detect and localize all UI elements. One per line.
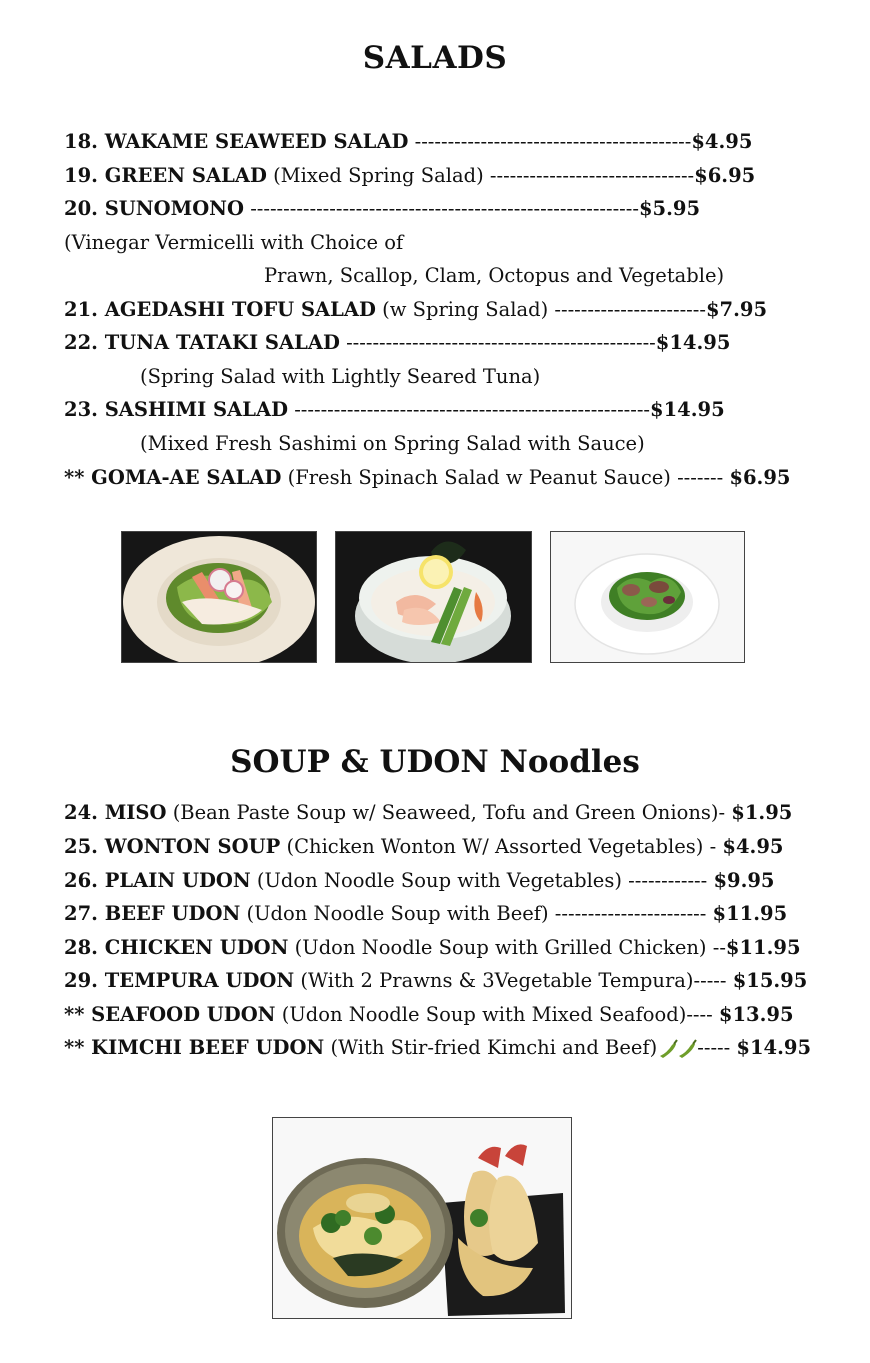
item-name: 24. MISO xyxy=(64,801,167,824)
item-name: ** GOMA-AE SALAD xyxy=(64,466,282,489)
item-name: 25. WONTON SOUP xyxy=(64,835,281,858)
leader-dashes: ----- xyxy=(697,1036,737,1059)
item-price: $15.95 xyxy=(732,969,808,992)
item-price: $11.95 xyxy=(712,902,788,925)
item-price: $14.95 xyxy=(650,398,725,421)
item-price: $6.95 xyxy=(694,164,756,187)
item-name: 23. SASHIMI SALAD xyxy=(64,398,289,421)
item-name: 22. TUNA TATAKI SALAD xyxy=(64,331,340,354)
menu-item xyxy=(64,969,807,993)
item-name: 20. SUNOMONO xyxy=(64,197,244,220)
item-name: ** KIMCHI BEEF UDON xyxy=(64,1036,325,1059)
menu-item xyxy=(64,902,787,926)
menu-item xyxy=(64,1036,811,1060)
leader-dashes: ------- xyxy=(677,466,730,489)
item-note: (Vinegar Vermicelli with Choice of xyxy=(64,231,404,254)
item-name: ** SEAFOOD UDON xyxy=(64,1003,276,1026)
item-price: $5.95 xyxy=(638,197,701,220)
item-price: $14.95 xyxy=(655,331,731,354)
leader-dashes: ------------------------------------------ xyxy=(408,130,692,153)
menu-item xyxy=(64,298,767,322)
tuna-tataki-salad-photo xyxy=(550,531,745,663)
item-description: (Udon Noodle Soup with Mixed Seafood) xyxy=(275,1003,687,1026)
item-description: (w Spring Salad) xyxy=(375,298,555,321)
item-note: Prawn, Scallop, Clam, Octopus and Vegetable) xyxy=(264,264,725,287)
menu-item xyxy=(64,130,752,154)
leader-dashes: ------------------------------- xyxy=(489,164,695,187)
menu-item xyxy=(64,869,775,893)
item-description: (Bean Paste Soup w/ Seaweed, Tofu and Green Onions)- xyxy=(166,801,732,824)
item-name: 29. TEMPURA UDON xyxy=(64,969,295,992)
item-description: (Udon Noodle Soup with Beef) xyxy=(240,902,555,925)
menu-item xyxy=(64,801,792,825)
item-name: 26. PLAIN UDON xyxy=(64,869,251,892)
leader-dashes: ----------------------------------------------- xyxy=(339,331,656,354)
item-description: (With 2 Prawns & 3Vegetable Tempura) xyxy=(294,969,694,992)
menu-item xyxy=(64,936,801,960)
item-price: $7.95 xyxy=(705,298,768,321)
item-note: (Spring Salad with Lightly Seared Tuna) xyxy=(140,365,541,388)
leader-dashes: ------------------------------------------------------ xyxy=(288,398,651,421)
item-description: (Fresh Spinach Salad w Peanut Sauce) xyxy=(281,466,678,489)
soup-udon-heading: SOUP & UDON Noodles xyxy=(230,744,640,780)
item-name: 28. CHICKEN UDON xyxy=(64,936,289,959)
item-price: $4.95 xyxy=(691,130,753,153)
item-description: (With Stir-fried Kimchi and Beef) xyxy=(324,1036,658,1059)
menu-item xyxy=(64,197,700,221)
item-price: $4.95 xyxy=(722,835,784,858)
menu-item xyxy=(64,164,755,188)
chili-pepper-icon xyxy=(657,1039,697,1059)
salads-heading: SALADS xyxy=(362,40,508,76)
menu-item xyxy=(64,835,783,859)
tempura-udon-photo xyxy=(272,1117,572,1319)
item-description: (Mixed Spring Salad) xyxy=(266,164,490,187)
item-price: $9.95 xyxy=(713,869,775,892)
menu-item xyxy=(64,331,730,355)
item-name: 21. AGEDASHI TOFU SALAD xyxy=(64,298,376,321)
menu-item xyxy=(64,466,790,490)
leader-dashes: ----------------------- xyxy=(554,298,706,321)
leader-dashes: ----------------------------------------------------------- xyxy=(244,197,639,220)
sunomono-photo xyxy=(335,531,532,663)
menu-item xyxy=(64,398,725,422)
item-description: (Chicken Wonton W/ Assorted Vegetables) - xyxy=(280,835,723,858)
item-note: (Mixed Fresh Sashimi on Spring Salad with Sauce) xyxy=(140,432,645,455)
item-description: (Udon Noodle Soup with Vegetables) xyxy=(250,869,629,892)
leader-dashes: ----- xyxy=(693,969,733,992)
leader-dashes: ------------ xyxy=(628,869,714,892)
item-name: 19. GREEN SALAD xyxy=(64,164,267,187)
item-description: (Udon Noodle Soup with Grilled Chicken) xyxy=(288,936,713,959)
leader-dashes: -- xyxy=(712,936,726,959)
leader-dashes: ----------------------- xyxy=(554,902,713,925)
sashimi-salad-photo xyxy=(121,531,317,663)
item-price: $14.95 xyxy=(736,1036,812,1059)
leader-dashes: ---- xyxy=(686,1003,719,1026)
item-price: $11.95 xyxy=(725,936,801,959)
item-price: $13.95 xyxy=(718,1003,794,1026)
item-price: $1.95 xyxy=(731,801,793,824)
menu-item xyxy=(64,1003,794,1027)
item-name: 18. WAKAME SEAWEED SALAD xyxy=(64,130,409,153)
item-name: 27. BEEF UDON xyxy=(64,902,241,925)
item-price: $6.95 xyxy=(729,466,791,489)
